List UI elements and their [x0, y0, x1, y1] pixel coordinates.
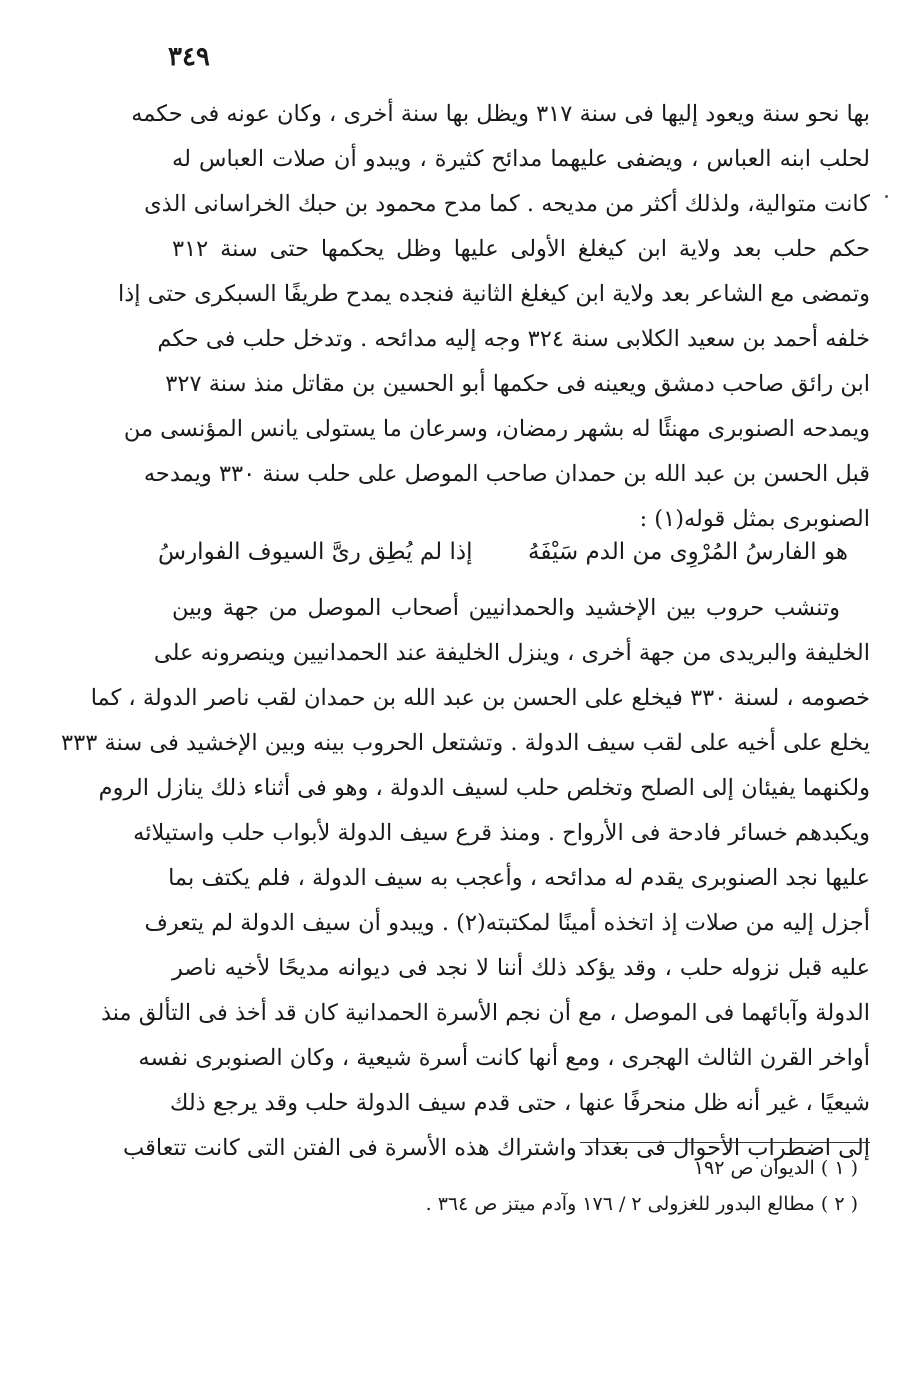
footnote-2: ( ٢ ) مطالع البدور للغزولى ٢ / ١٧٦ وآدم ميتز ص ٣٦٤ .	[425, 1193, 858, 1215]
paragraph-line: يخلع على أخيه على لقب سيف الدولة . وتشتعل الحروب بينه وبين الإخشيد فى سنة ٣٣٣	[61, 730, 870, 756]
verse-first-hemistich: هو الفارسُ المُرْوِى من الدم سَيْفَهُ	[527, 539, 848, 565]
paragraph-line: أجزل إليه من صلات إذ اتخذه أمينًا لمكتبته(٢) . ويبدو أن سيف الدولة لم يتعرف	[144, 910, 870, 936]
paragraph-line: عليها نجد الصنوبرى يقدم له مدائحه ، وأعجب به سيف الدولة ، فلم يكتف بما	[168, 865, 870, 891]
page-number: ٣٤٩	[168, 42, 210, 72]
footnotes	[168, 1150, 858, 1222]
paragraph-line: الخليفة والبريدى من جهة أخرى ، وينزل الخليفة عند الحمدانيين وينصرونه على	[153, 640, 870, 666]
paragraph-line: قبل الحسن بن عبد الله بن حمدان صاحب الموصل على حلب سنة ٣٣٠ ويمدحه	[143, 461, 870, 487]
paragraph-line: خلفه أحمد بن سعيد الكلابى سنة ٣٢٤ وجه إليه مدائحه . وتدخل حلب فى حكم	[157, 326, 870, 352]
paragraph-line: ويكبدهم خسائر فادحة فى الأرواح . ومنذ قرع سيف الدولة لأبواب حلب واستيلائه	[133, 820, 870, 846]
paragraph-line: عليه قبل نزوله حلب ، وقد يؤكد ذلك أننا لا نجد فى ديوانه مديحًا لأخيه ناصر	[172, 955, 870, 981]
paragraph-line: حكم حلب بعد ولاية ابن كيغلغ الأولى عليها وظل يحكمها حتى سنة ٣١٢	[172, 236, 870, 262]
paragraph-line: ابن رائق صاحب دمشق ويعينه فى حكمها أبو الحسين بن مقاتل منذ سنة ٣٢٧	[165, 371, 870, 397]
margin-mark	[885, 195, 888, 198]
verse-second-hemistich: إذا لم يُطِق رىَّ السيوف الفوارسُ	[158, 539, 473, 565]
paragraph-line: خصومه ، لسنة ٣٣٠ فيخلع على الحسن بن عبد الله بن حمدان لقب ناصر الدولة ، كما	[90, 685, 870, 711]
footnote-divider	[580, 1142, 870, 1143]
paragraph-line: أواخر القرن الثالث الهجرى ، ومع أنها كانت أسرة شيعية ، وكان الصنوبرى نفسه	[138, 1045, 870, 1071]
paragraph-line: وتنشب حروب بين الإخشيد والحمدانيين أصحاب الموصل من جهة وبين	[172, 595, 840, 621]
paragraph-line: بها نحو سنة ويعود إليها فى سنة ٣١٧ ويظل بها سنة أخرى ، وكان عونه فى حكمه	[131, 101, 870, 127]
paragraph-2	[61, 586, 870, 1171]
paragraph-line: الدولة وآبائهما فى الموصل ، مع أن نجم الأسرة الحمدانية كان قد أخذ فى التألق منذ	[100, 1000, 870, 1026]
paragraph-line: كانت متوالية، ولذلك أكثر من مديحه . كما مدح محمود بن حبك الخراسانى الذى	[144, 191, 870, 217]
paragraph-line: وتمضى مع الشاعر بعد ولاية ابن كيغلغ الثانية فنجده يمدح طريفًا السبكرى حتى إذا	[117, 281, 870, 307]
paragraph-1	[117, 92, 870, 542]
paragraph-line: ويمدحه الصنوبرى مهنئًا له بشهر رمضان، وسرعان ما يستولى يانس المؤنسى من	[123, 416, 870, 442]
paragraph-line: ولكنهما يفيئان إلى الصلح وتخلص حلب لسيف الدولة ، وهو فى أثناء ذلك ينازل الروم	[98, 775, 870, 801]
paragraph-line: إلى اضطراب الأحوال فى بغداد واشتراك هذه الأسرة فى الفتن التى كانت تتعاقب	[123, 1135, 870, 1161]
verse	[158, 528, 848, 576]
footnote-1: ( ١ ) الديوان ص ١٩٢	[693, 1157, 858, 1179]
paragraph-line: لحلب ابنه العباس ، ويضفى عليهما مدائح كثيرة ، ويبدو أن صلات العباس له	[172, 146, 870, 172]
paragraph-line: الصنوبرى بمثل قوله(١) :	[639, 506, 870, 532]
paragraph-line: شيعيًا ، غير أنه ظل منحرفًا عنها ، حتى قدم سيف الدولة حلب وقد يرجع ذلك	[169, 1090, 870, 1116]
